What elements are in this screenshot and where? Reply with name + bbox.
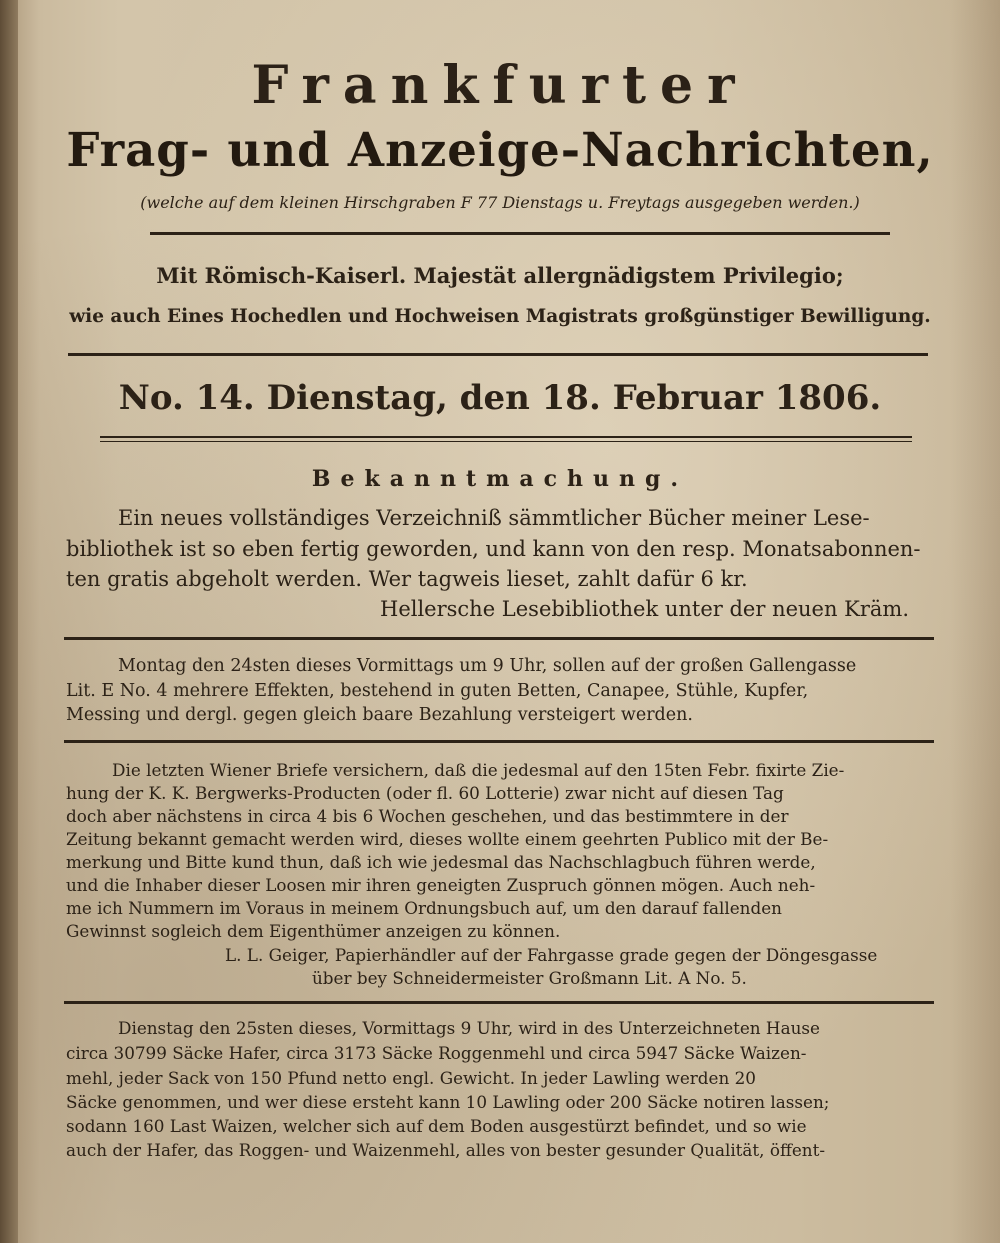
separator-1: [64, 637, 934, 640]
notice4-line-6: auch der Hafer, das Roggen- und Waizenmehl, alles von bester gesunder Qualität, öffent-: [66, 1140, 826, 1160]
notice4-line-1: Dienstag den 25sten dieses, Vormittags 9 Uhr, wird in des Unterzeichneten Hause: [118, 1018, 820, 1038]
notice3-line-3: doch aber nächstens in circa 4 bis 6 Wochen geschehen, und das bestimmtere in der: [66, 806, 789, 826]
notice3-line-5: merkung und Bitte kund thun, daß ich wie jedesmal das Nachschlagbuch führen werde,: [66, 852, 816, 872]
privilege-line-2: wie auch Eines Hochedlen und Hochweisen Magistrats großgünstiger Bewilligung.: [69, 306, 931, 327]
notice1-line-3: ten gratis abgeholt werden. Wer tagweis lieset, zahlt dafür 6 kr.: [66, 567, 748, 591]
masthead-city: Frankfurter: [251, 55, 749, 116]
notice3-signature-line-1: L. L. Geiger, Papierhändler auf der Fahrgasse grade gegen der Döngesgasse: [225, 945, 878, 965]
notice2-line-1: Montag den 24sten dieses Vormittags um 9 Uhr, sollen auf der großen Gallengasse: [118, 656, 857, 676]
separator-3: [64, 1001, 934, 1004]
masthead-rule: [150, 232, 890, 235]
notice1-signature: Hellersche Lesebibliothek unter der neuen Kräm.: [380, 597, 910, 621]
notice3-line-6: und die Inhaber dieser Loosen mir ihren geneigten Zuspruch gönnen mögen. Auch neh-: [66, 875, 816, 895]
issue-top-rule: [68, 353, 928, 356]
privilege-line-1: Mit Römisch-Kaiserl. Majestät allergnädigstem Privilegio;: [156, 263, 844, 288]
notice3-line-8: Gewinnst sogleich dem Eigenthümer anzeigen zu können.: [66, 921, 561, 941]
notice4-line-2: circa 30799 Säcke Hafer, circa 3173 Säcke Roggenmehl und circa 5947 Säcke Waizen-: [66, 1043, 807, 1063]
issue-bottom-rule: [100, 436, 912, 442]
notice3-line-2: hung der K. K. Bergwerks-Producten (oder fl. 60 Lotterie) zwar nicht auf diesen Tag: [66, 783, 784, 803]
notice3-line-1: Die letzten Wiener Briefe versichern, daß die jedesmal auf den 15ten Febr. fixirte Zie-: [112, 760, 845, 780]
issue-number-date: No. 14. Dienstag, den 18. Februar 1806.: [118, 378, 882, 418]
book-spine-shadow: [0, 0, 18, 1243]
notice3-signature-line-2: über bey Schneidermeister Großmann Lit. A No. 5.: [312, 968, 747, 988]
notice3-line-4: Zeitung bekannt gemacht werden wird, dieses wollte einem geehrten Publico mit der Be-: [66, 829, 829, 849]
notice2-line-2: Lit. E No. 4 mehrere Effekten, bestehend in guten Betten, Canapee, Stühle, Kupfer,: [66, 681, 809, 701]
masthead-subtitle: (welche auf dem kleinen Hirschgraben F 77 Dienstags u. Freytags ausgegeben werden.): [140, 193, 860, 212]
notice1-line-2: bibliothek ist so eben fertig geworden, und kann von den resp. Monatsabonnen-: [66, 537, 921, 561]
notice-heading: Bekanntmachung.: [311, 466, 689, 492]
notice4-line-3: mehl, jeder Sack von 150 Pfund netto engl. Gewicht. In jeder Lawling werden 20: [66, 1068, 756, 1088]
notice4-line-5: sodann 160 Last Waizen, welcher sich auf dem Boden ausgestürzt befindet, und so wie: [66, 1116, 807, 1136]
notice3-line-7: me ich Nummern im Voraus in meinem Ordnungsbuch auf, um den darauf fallenden: [66, 898, 782, 918]
masthead-title: Frag- und Anzeige-Nachrichten,: [66, 122, 934, 177]
notice2-line-3: Messing und dergl. gegen gleich baare Bezahlung versteigert werden.: [66, 705, 693, 725]
notice4-line-4: Säcke genommen, und wer diese ersteht kann 10 Lawling oder 200 Säcke notiren lassen;: [66, 1092, 830, 1112]
separator-2: [64, 740, 934, 743]
notice1-line-1: Ein neues vollständiges Verzeichniß sämmtlicher Bücher meiner Lese-: [118, 506, 870, 530]
